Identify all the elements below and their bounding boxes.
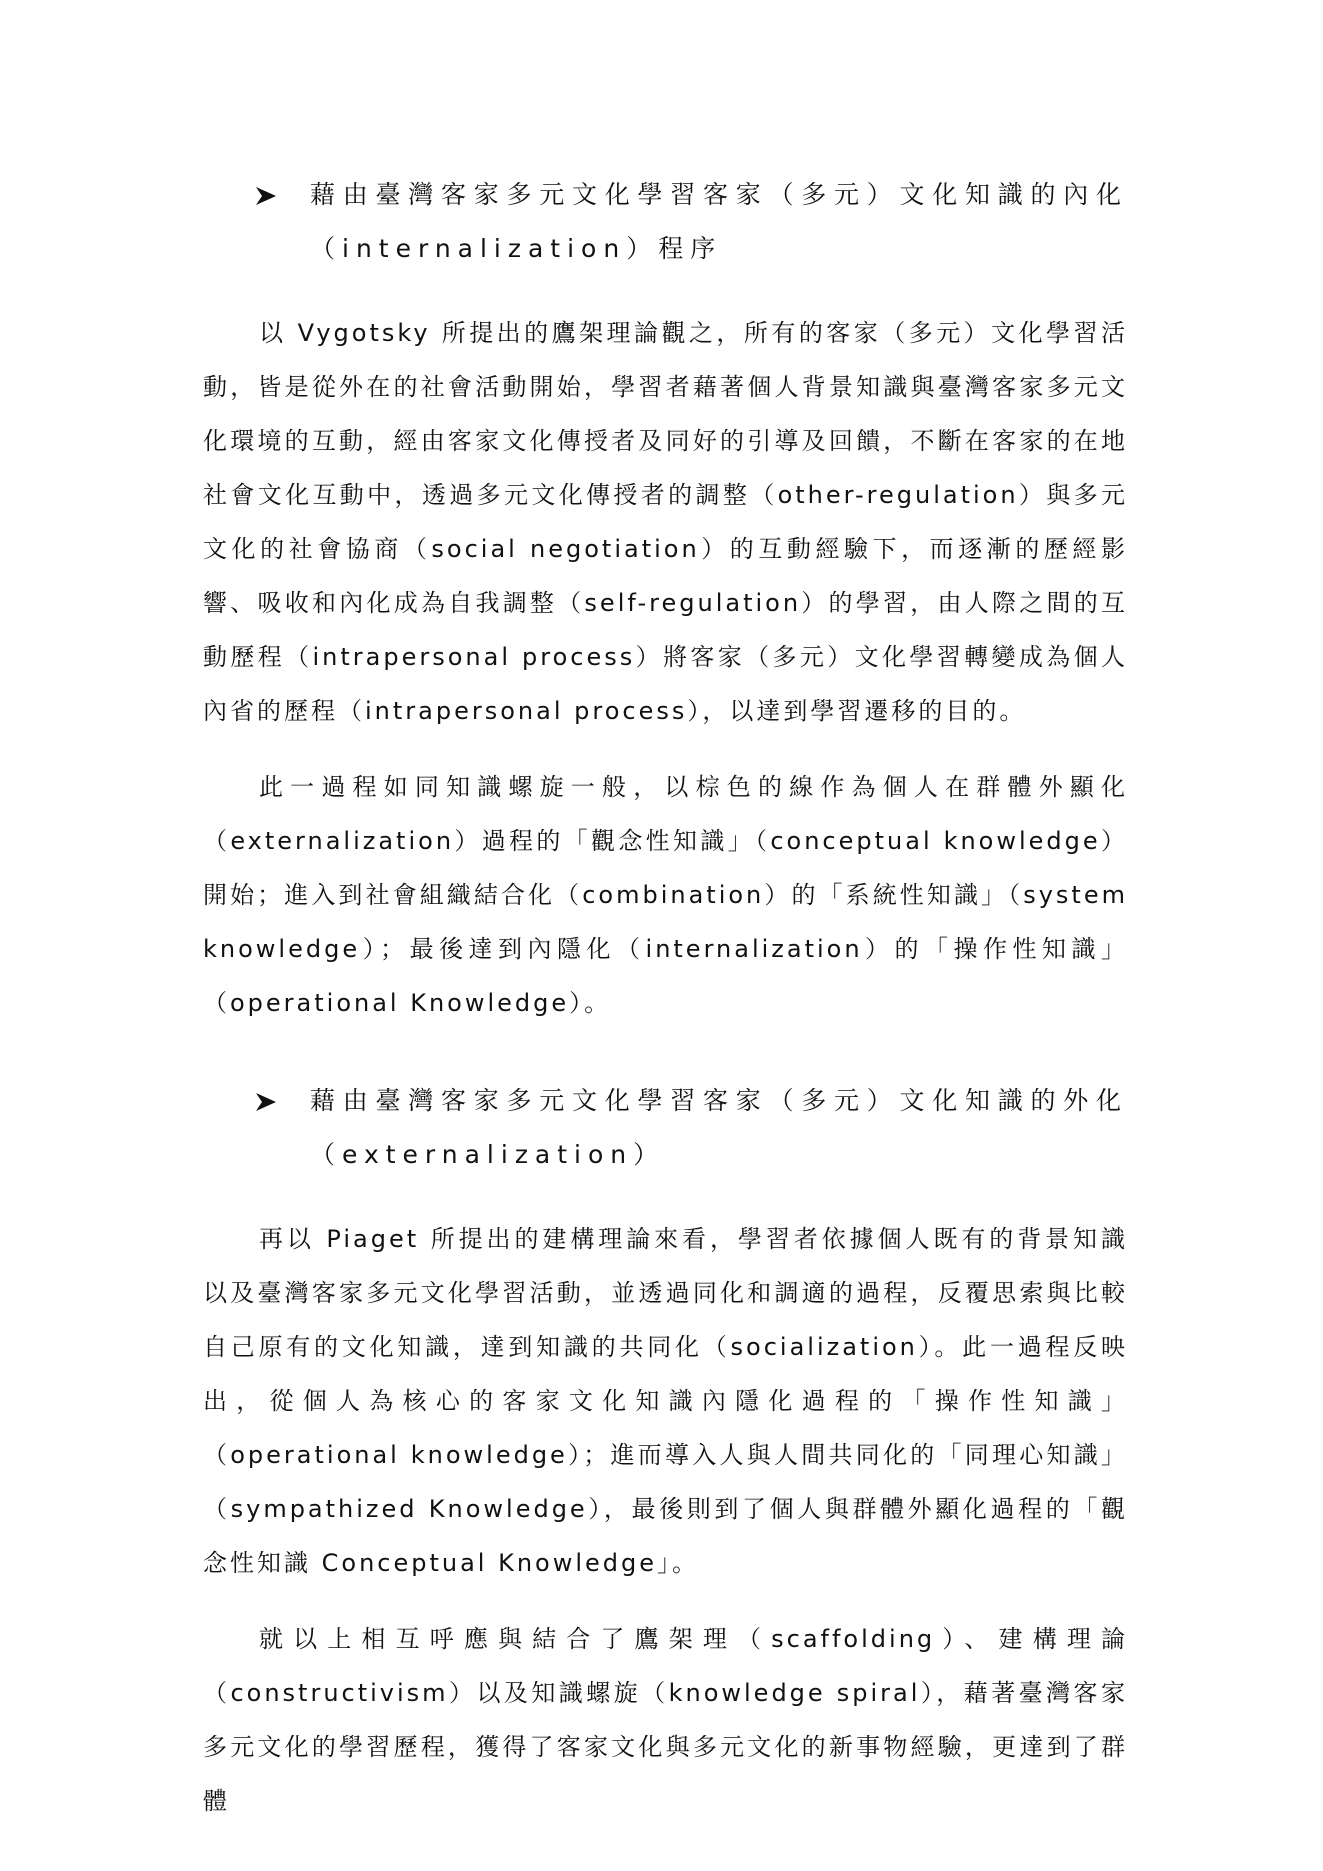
paragraph-knowledge-spiral: 此一過程如同知識螺旋一般，以棕色的線作為個人在群體外顯化（externalization）過程的「觀念性知識」（conceptual knowledge）開始；進入到社會組織結合化（combination）的「系統性知識」（system knowledge）；最後達到內隱化（internalization）的「操作性知識」（operational Knowledge）。 bbox=[203, 773, 1128, 1017]
section-heading-internalization bbox=[203, 168, 1128, 276]
section-heading-text: 藉由臺灣客家多元文化學習客家（多元）文化知識的內化（internalization）程序 bbox=[310, 180, 1128, 263]
section-heading-externalization bbox=[203, 1074, 1128, 1182]
paragraph-vygotsky: 以 Vygotsky 所提出的鷹架理論觀之，所有的客家（多元）文化學習活動，皆是從外在的社會活動開始，學習者藉著個人背景知識與臺灣客家多元文化環境的互動，經由客家文化傳授者及同好的引導及回饋，不斷在客家的在地社會文化互動中，透過多元文化傳授者的調整（other-regulation）與多元文化的社會協商（social negotiation）的互動經驗下，而逐漸的歷經影響、吸收和內化成為自我調整（self-regulation）的學習，由人際之間的互動歷程（intrapersonal process）將客家（多元）文化學習轉變成為個人內省的歷程（intrapersonal process），以達到學習遷移的目的。 bbox=[203, 319, 1128, 725]
document-page bbox=[203, 168, 1128, 1828]
arrow-bullet-icon bbox=[255, 168, 277, 222]
section-heading-text: 藉由臺灣客家多元文化學習客家（多元）文化知識的外化（externalization） bbox=[310, 1086, 1128, 1169]
paragraph-summary: 就以上相互呼應與結合了鷹架理（scaffolding）、建構理論（constructivism）以及知識螺旋（knowledge spiral），藉著臺灣客家多元文化的學習歷程，獲得了客家文化與多元文化的新事物經驗，更達到了群體 bbox=[203, 1625, 1128, 1815]
arrow-bullet-icon bbox=[255, 1074, 277, 1128]
paragraph-piaget: 再以 Piaget 所提出的建構理論來看，學習者依據個人既有的背景知識以及臺灣客家多元文化學習活動，並透過同化和調適的過程，反覆思索與比較自己原有的文化知識，達到知識的共同化（socialization）。此一過程反映出，從個人為核心的客家文化知識內隱化過程的「操作性知識」（operational knowledge）；進而導入人與人間共同化的「同理心知識」（sympathized Knowledge），最後則到了個人與群體外顯化過程的「觀念性知識 Conceptual Knowledge」。 bbox=[203, 1225, 1128, 1577]
